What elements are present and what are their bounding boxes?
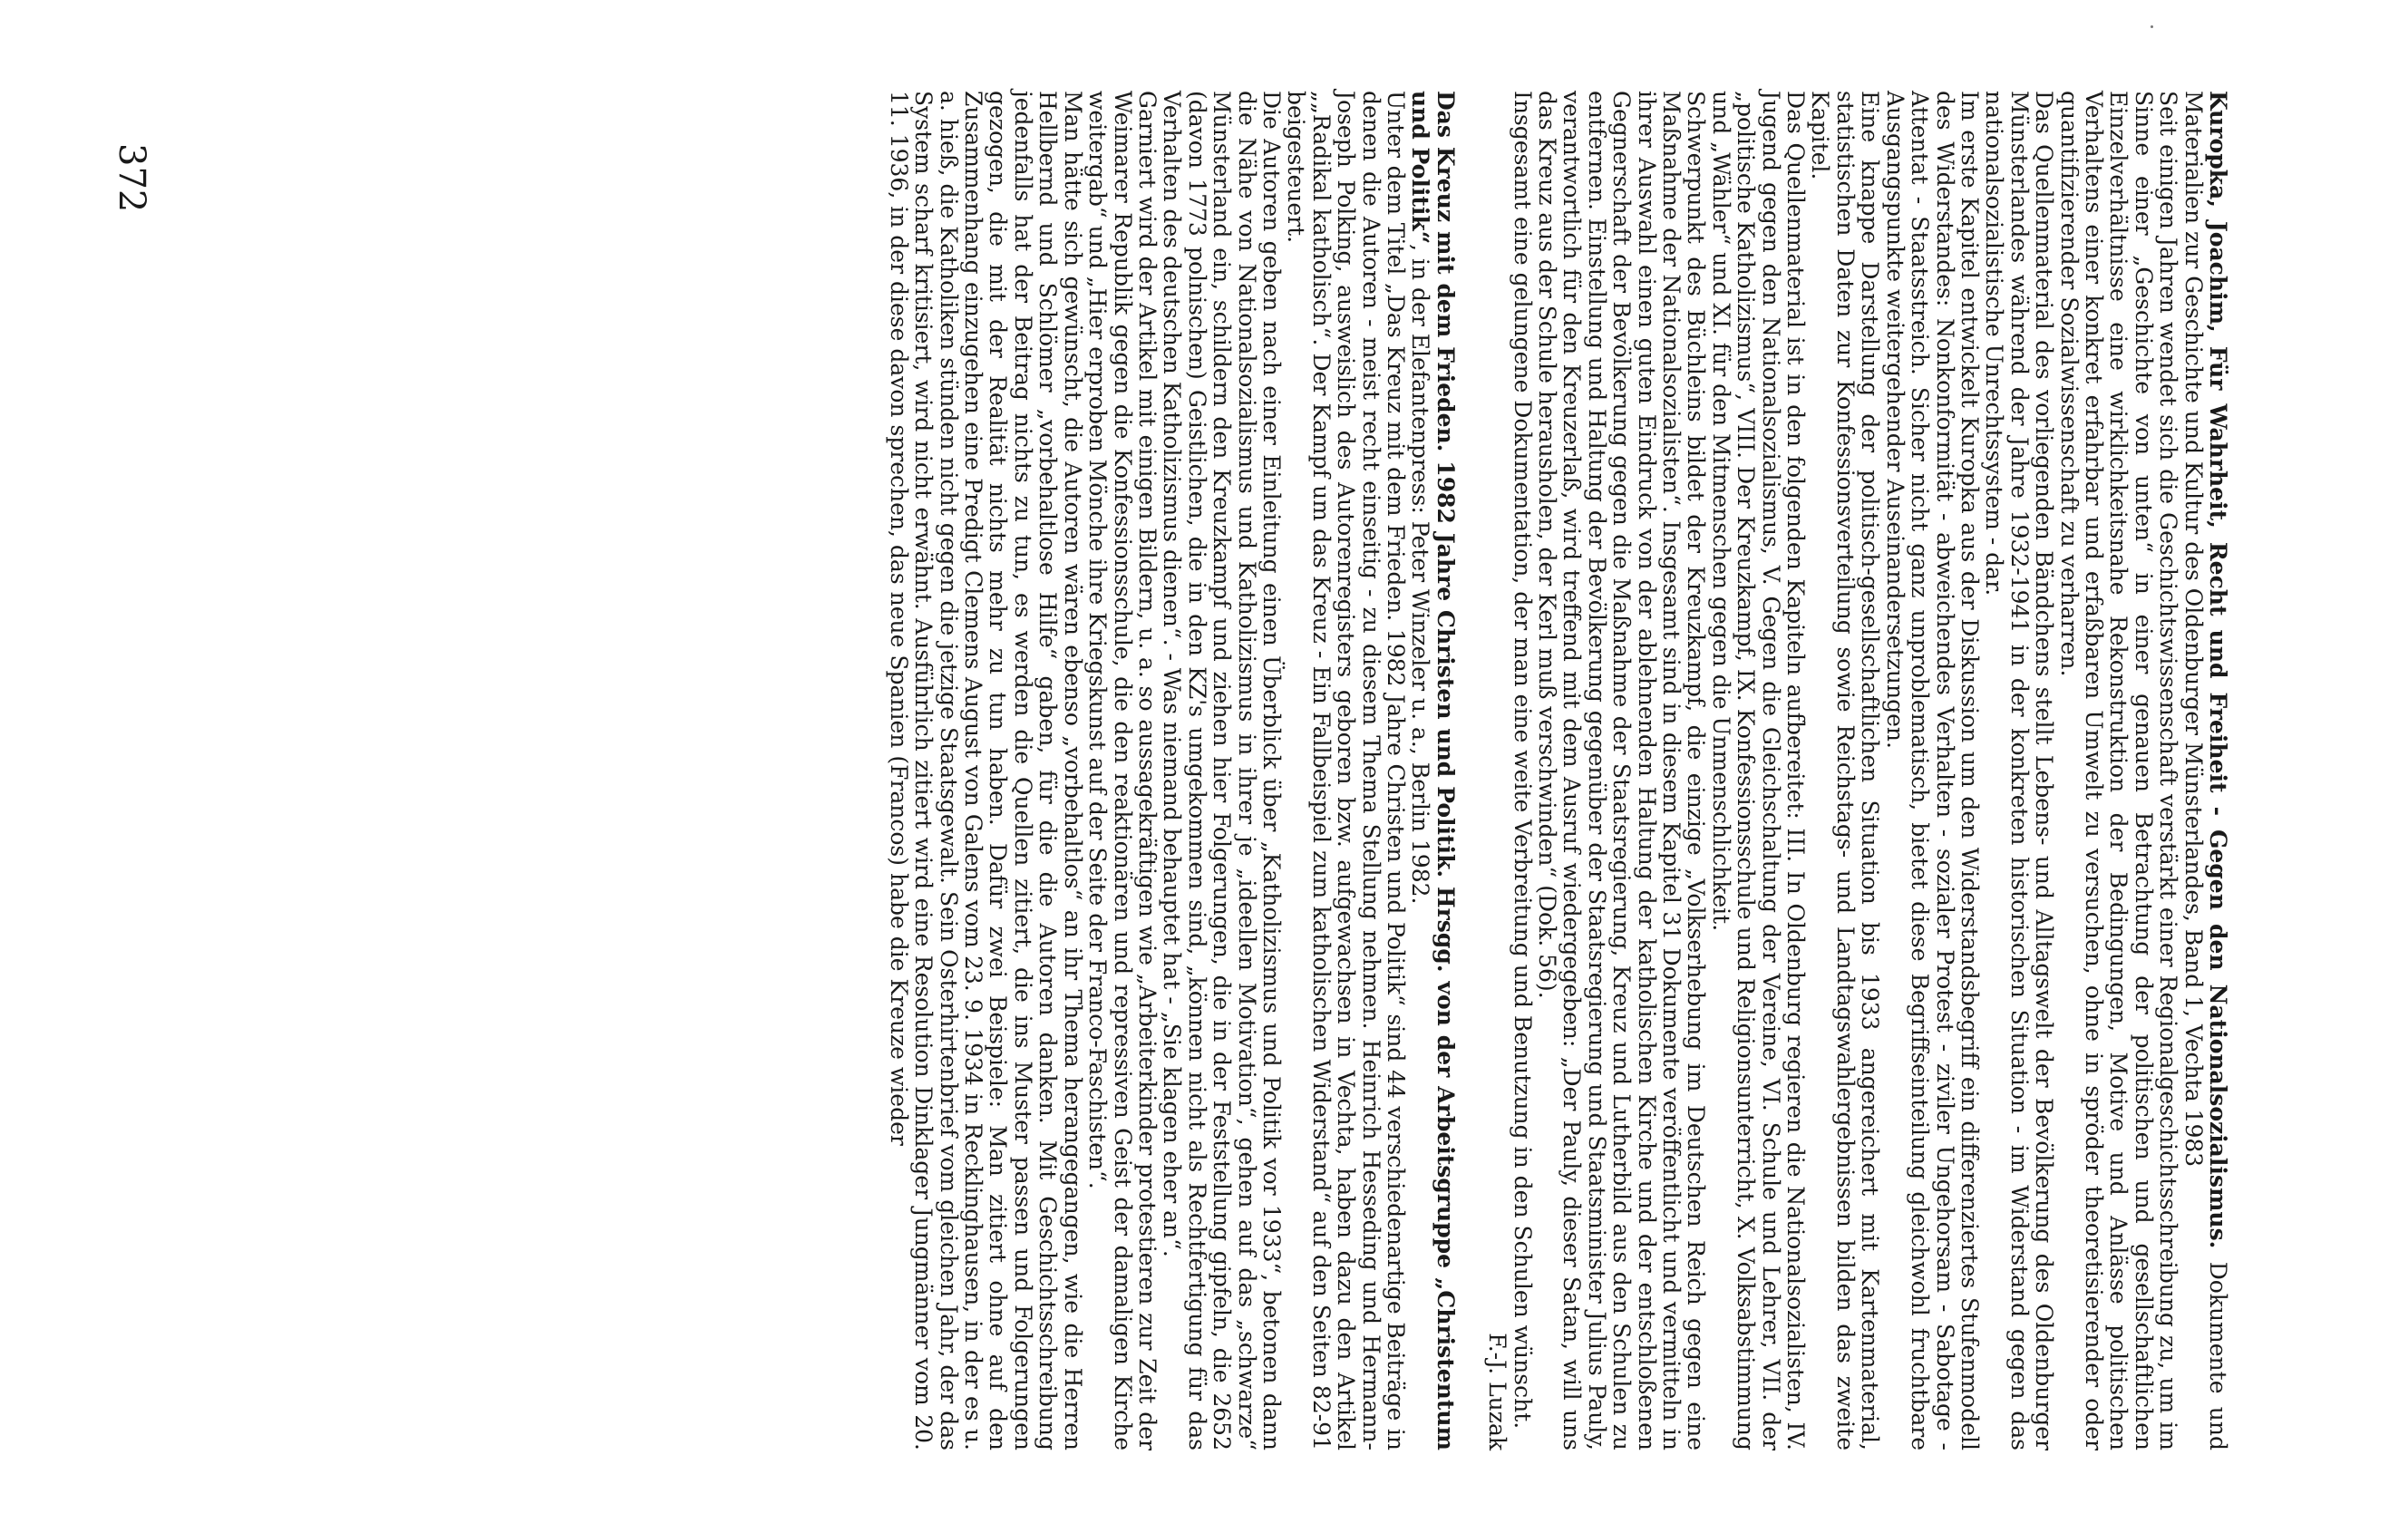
page-number: 372 bbox=[111, 143, 152, 213]
review-bibliography bbox=[2180, 91, 2230, 1450]
review-kreuz-frieden bbox=[886, 91, 1457, 1450]
review-paragraph: Schwerpunkt des Büchleins bildet der Kreuzkampf, die einzige „Volkserhebung im Deutschen Reich gegen eine Maßnahme der Nationalsozialisten“. Insgesamt sind in diesem Kapitel 31 Dokumente veröffentlicht und vermitteln in ihrer Auswahl einen guten Eindruck von der ablehnenden Haltung der katholischen Kirche und der entschloßenen Gegnerschaft der Bevölkerung gegen die Maßnahme der Staatsregierung, Kreuz und Lutherbild aus den Schulen zu entfernen. Einstellung und Haltung der Bevölkerung gegenüber der Staatsregierung und Staatsminister Julius Pauly, verantwortlich für den Kreuzerlaß, wird treffend mit dem Ausruf wiedergegeben: „Der Pauly, dieser Satan, will uns das Kreuz aus der Schule herausholen, der Kerl muß verschwinden“ (Dok. 56). bbox=[1534, 91, 1710, 1450]
review-paragraph: Garniert wird der Artikel mit einigen Bildern, u. a. so aussagekräftigen wie „Arbeiterkinder protestieren zur Zeit der Weimarer Republik gegen die Konfessionsschule, die den reaktionären und repressiven Geist der damaligen Kirche weitergab“ und „Hier erproben Mönche ihre Kriegskunst auf der Seite der Franco-Faschisten“. bbox=[1084, 91, 1160, 1450]
review-paragraph: Unter dem Titel „Das Kreuz mit dem Frieden. 1982 Jahre Christen und Politik“ sind 44 verschiedenartige Beiträge in denen die Autoren - meist recht einseitig - zu diesem Thema Stellung nehmen. Heinrich Hesseding und Hermann-Joseph Polking, ausweislich des Autorenregisters geboren bzw. aufgewachsen in Vechta, haben dazu den Artikel „„Radikal katholisch“. Der Kampf um das Kreuz - Ein Fallbeispiel zum katholischen Widerstand“ auf den Seiten 82-91 beigesteuert. bbox=[1283, 91, 1409, 1450]
review-kuropka bbox=[1485, 91, 2230, 1450]
review-paragraph: Man hätte sich gewünscht, die Autoren wären ebenso „vorbehaltlos“ an ihr Thema herangegangen, wie die Herren Hellbernd und Schlömer „vorbehaltlose Hilfe“ gaben, für die die Autoren danken. Mit Geschichtsschreibung jedenfalls hat der Beitrag nichts zu tun, es werden die Quellen zitiert, die ins Muster passen und Folgerungen gezogen, die mit der Realität nichts mehr zu tun haben. Dafür zwei Beispiele: Man zitiert ohne auf den Zusammenhang einzugehen eine Predigt Clemens August von Galens vom 23. 9. 1934 in Recklinghausen, in der es u. a. hieß, die Katholiken stünden nicht gegen die jetzige Staatsgewalt. Sein Osterhirtenbrief vom gleichen Jahr, der das System scharf kritisiert, wird nicht erwähnt. Ausführlich zitiert wird eine Resolution Dinklager Jungmänner vom 20. 11. 1936, in der diese davon sprechen, das neue Spanien (Francos) habe die Kreuze wieder bbox=[885, 91, 1086, 1450]
review-paragraph: Seit einigen Jahren wendet sich die Geschichtswissenschaft verstärkt einer Regionalgeschichtsschreibung zu, um im Sinne einer „Geschichte von unten“ in einer genauen Betrachtung der politischen und gesellschaftlichen Einzelverhältnisse eine wirklichkeitsnahe Rekonstruktion der Bedingungen, Motive und Anlässe politischen Verhaltens einer konkret erfahrbar und erfaßbaren Umwelt zu versuchen, ohne in spröder theoretisierender oder quantifizierender Sozialwissenschaft zu verharren. bbox=[2055, 91, 2182, 1450]
rotated-text-column bbox=[163, 91, 2230, 1450]
review-paragraph: Insgesamt eine gelungene Dokumentation, der man eine weite Verbreitung und Benutzung in den Schulen wünscht. bbox=[1509, 91, 1536, 1430]
reviewer-name: F.-J. Luzak bbox=[1484, 1333, 1511, 1450]
review-bibliography bbox=[1408, 91, 1458, 1450]
review-paragraph: Die Autoren geben nach einer Einleitung einen Überblick über „Katholizismus und Politik vor 1933“, betonen dann die Nähe von Nationalsozialismus und Katholizismus in ihrer je „ideellen Motivation“, gehen auf das „schwarze“ Münsterland ein, schildern den Kreuzkampf und ziehen hier Folgerungen, die in der Feststellung gipfeln, die 2652 (davon 1773 polnischen) Geistlichen, die in den KZ's umgekommen sind, „können nicht als Rechtfertigung für das Verhalten des deutschen Katholizismus dienen“. - Was niemand behauptet hat - „Sie klagen eher an“. bbox=[1159, 91, 1285, 1450]
review-bib-details: Dokumente und Materialien zur Geschichte und Kultur des Oldenburger Münsterlandes, Band 1, Vechta 1983 bbox=[2180, 91, 2231, 1451]
review-paragraph: Eine knappe Darstellung der politisch-gesellschaftlichen Situation bis 1933 angereichert mit Kartenmaterial, statistischen Daten zur Konfessionsverteilung sowie Reichstags- und Landtagswahlergebnissen bilden das zweite Kapitel. bbox=[1807, 91, 1884, 1450]
review-paragraph: Im erste Kapitel entwickelt Kuropka aus der Diskussion um den Widerstandsbegriff ein differenziertes Stufenmodell des Widerstandes: Nonkonformität - abweichendes Verhalten - sozialer Protest - ziviler Ungehorsam - Sabotage - Attentat - Staatsstreich. Sicher nicht ganz unproblematisch, bietet diese Begriffseinteilung gleichwohl fruchtbare Ausgangspunkte weitergehender Auseinandersetzungen. bbox=[1881, 91, 1983, 1450]
review-author-title: Kuropka, Joachim, Für Wahrheit, Recht und Freiheit - Gegen den Nationalsozialismus. bbox=[2205, 91, 2231, 1249]
scan-speck bbox=[2151, 25, 2153, 28]
review-bib-details: , in der Elefantenpress: Peter Winzeler u. a., Berlin 1982. bbox=[1407, 244, 1434, 905]
review-paragraph: Das Quellenmaterial ist in den folgenden Kapiteln aufbereitet: III. In Oldenburg regieren die Nationalsozialisten, IV. Jugend gegen den Nationalsozialismus, V. Gegen die Gleichschaltung der Vereine, VI. Schule und Lehrer, VII. der „politische Katholizismus“, VIII. Der Kreuzkampf, IX. Konfessionsschule und Religionsunterricht, X. Volksabstimmung und „Wähler“ und XI. für den Mitmenschen gegen die Unmenschlichkeit. bbox=[1707, 91, 1810, 1450]
review-paragraph: Das Quellenmaterial des vorliegenden Bändchens stellt Lebens- und Alltagswelt der Bevölkerung des Oldenburger Münsterlandes während der Jahre 1932-1941 in der konkreten historischen Situation - im Widerstand gegen das nationalsozialistische Unrechtssystem - dar. bbox=[1981, 91, 2058, 1450]
review-author-title: Das Kreuz mit dem Frieden. 1982 Jahre Christen und Politik. Hrsgg. von der Arbeitsgruppe „Christentum und Politik“ bbox=[1407, 91, 1459, 1450]
